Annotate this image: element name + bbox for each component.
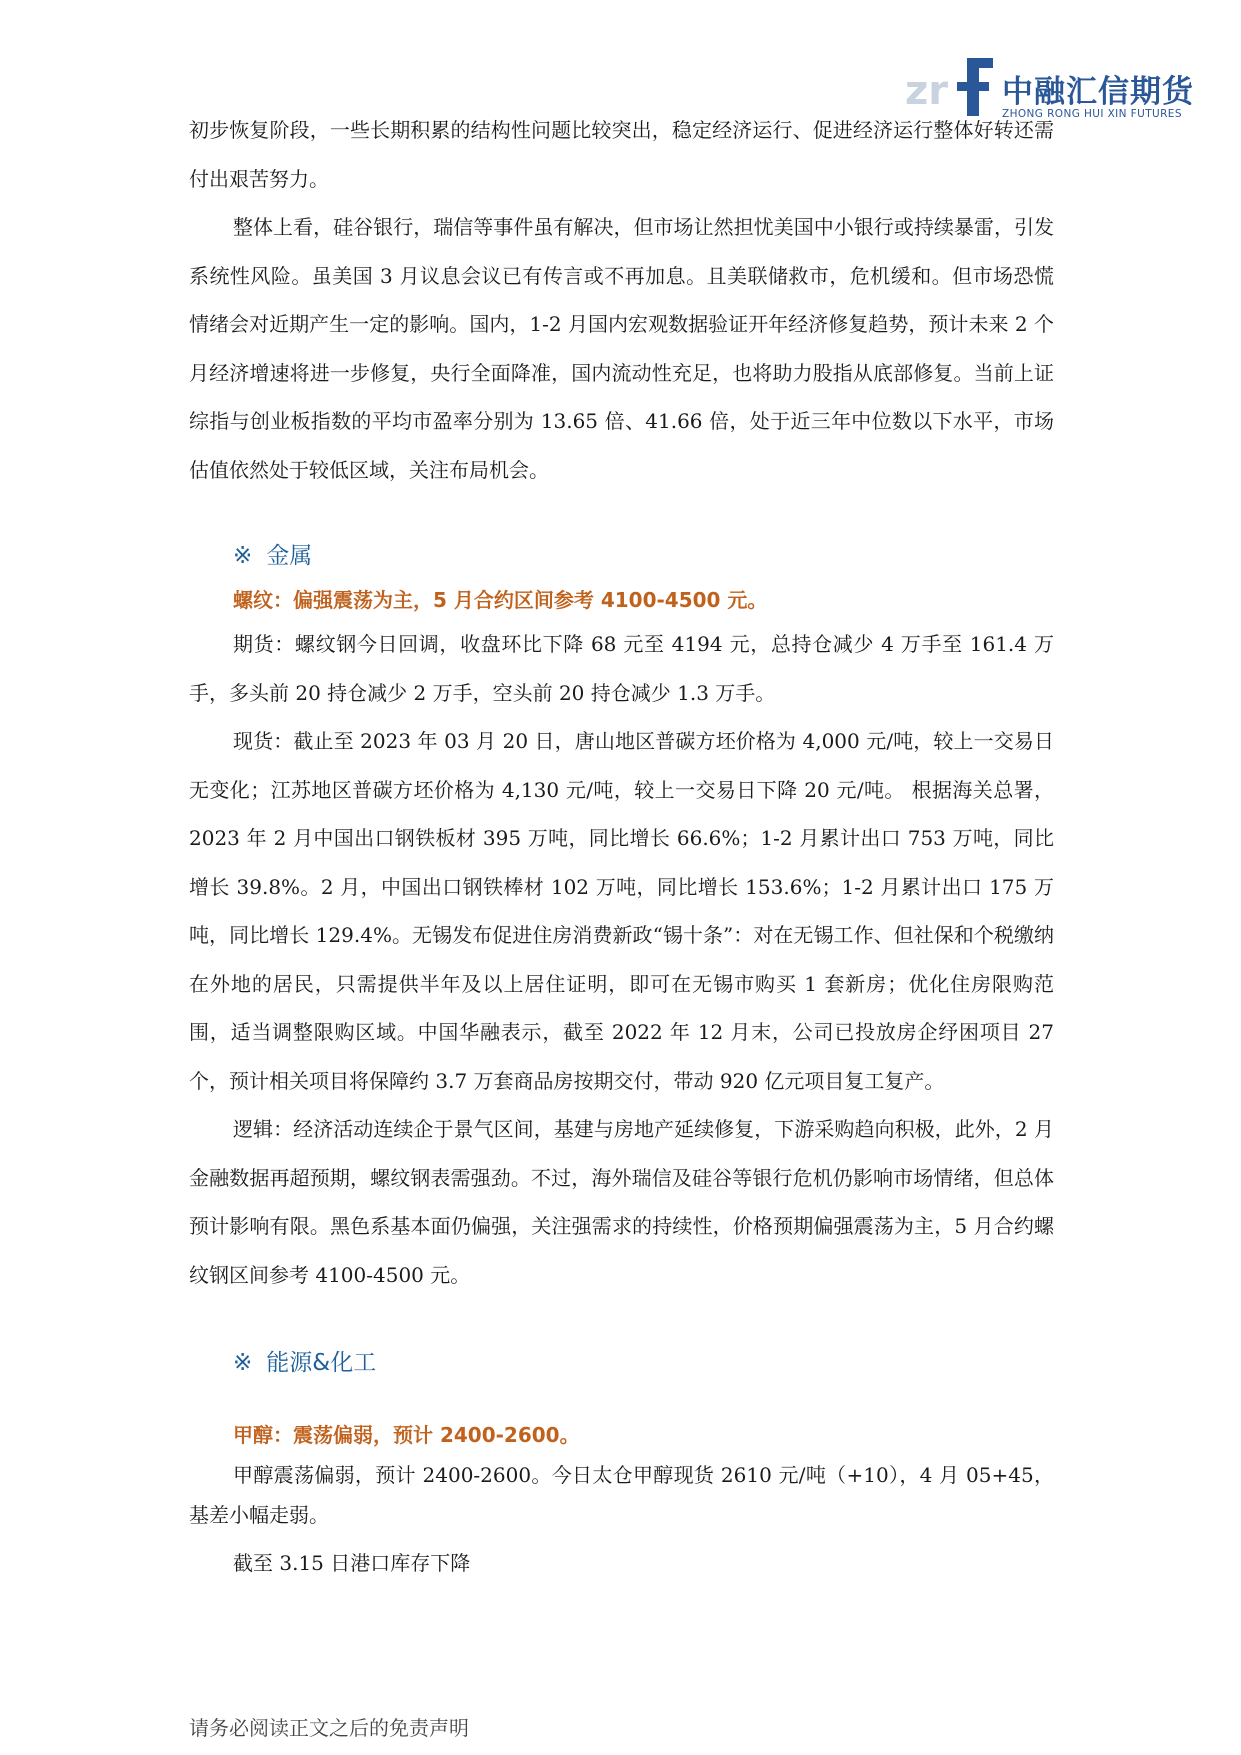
section-title: 金属: [266, 543, 313, 569]
logo-name-cn: 中融汇信期货: [1002, 74, 1194, 110]
document-body: [189, 106, 1054, 1588]
svg-text:zr: zr: [905, 68, 949, 114]
section-heading-energy: [233, 1343, 1054, 1383]
paragraph-spot: 现货：截止至 2023 年 03 月 20 日，唐山地区普碳方坯价格为 4,000 元/吨，较上一交易日无变化；江苏地区普碳方坯价格为 4,130 元/吨，较上一交易日下降 20 元/吨。 根据海关总署，2023 年 2 月中国出口钢铁板材 395 万吨，同比增长 66.6%；1-2 月累计出口 753 万吨，同比增长 39.8%。2 月，中国出口钢铁棒材 102 万吨，同比增长 153.6%；1-2 月累计出口 175 万吨，同比增长 129.4%。无锡发布促进住房消费新政“锡十条”：对在无锡工作、但社保和个税缴纳在外地的居民，只需提供半年及以上居住证明，即可在无锡市购买 1 套新房；优化住房限购范围，适当调整限购区域。中国华融表示，截至 2022 年 12 月末，公司已投放房企纾困项目 27 个，预计相关项目将保障约 3.7 万套商品房按期交付，带动 920 亿元项目复工复产。: [189, 729, 1054, 1093]
paragraph-logic: 逻辑：经济活动连续企于景气区间，基建与房地产延续修复，下游采购趋向积极，此外，2 月金融数据再超预期，螺纹钢表需强劲。不过，海外瑞信及硅谷等银行危机仍影响市场情绪，但总体预计影响有限。黑色系基本面仍偏强，关注强需求的持续性，价格预期偏强震荡为主，5 月合约螺纹钢区间参考 4100-4500 元。: [189, 1117, 1054, 1287]
logo-name-en: ZHONG RONG HUI XIN FUTURES: [1002, 108, 1182, 120]
subheading-rebar: 螺纹：偏强震荡为主，5 月合约区间参考 4100-4500 元。: [233, 588, 768, 612]
section-marker: ※: [233, 1350, 253, 1376]
intro-paragraph-1: 初步恢复阶段，一些长期积累的结构性问题比较突出，稳定经济运行、促进经济运行整体好转还需付出艰苦努力。: [189, 118, 1054, 191]
intro-paragraph-2: 整体上看，硅谷银行，瑞信等事件虽有解决，但市场让然担忧美国中小银行或持续暴雷，引发系统性风险。虽美国 3 月议息会议已有传言或不再加息。且美联储救市，危机缓和。但市场恐慌情绪会对近期产生一定的影响。国内，1-2 月国内宏观数据验证开年经济修复趋势，预计未来 2 个月经济增速将进一步修复，央行全面降准，国内流动性充足，也将助力股指从底部修复。当前上证综指与创业板指数的平均市盈率分别为 13.65 倍、41.66 倍，处于近三年中位数以下水平，市场估值依然处于较低区域，关注布局机会。: [189, 215, 1054, 482]
section-title: 能源&化工: [266, 1350, 377, 1376]
footer-disclaimer: 请务必阅读正文之后的免责声明: [189, 1716, 469, 1740]
section-marker: ※: [233, 543, 253, 569]
paragraph-methanol-1: 甲醇震荡偏弱，预计 2400-2600。今日太仓甲醇现货 2610 元/吨（+10），4 月 05+45，基差小幅走弱。: [189, 1463, 1054, 1527]
paragraph-methanol-2: 截至 3.15 日港口库存下降: [233, 1551, 471, 1575]
section-heading-metals: [233, 536, 1054, 576]
subheading-methanol: 甲醇：震荡偏弱，预计 2400-2600。: [233, 1423, 580, 1447]
paragraph-futures: 期货：螺纹钢今日回调，收盘环比下降 68 元至 4194 元，总持仓减少 4 万手至 161.4 万手，多头前 20 持仓减少 2 万手，空头前 20 持仓减少 1.3 万手。: [189, 632, 1054, 705]
